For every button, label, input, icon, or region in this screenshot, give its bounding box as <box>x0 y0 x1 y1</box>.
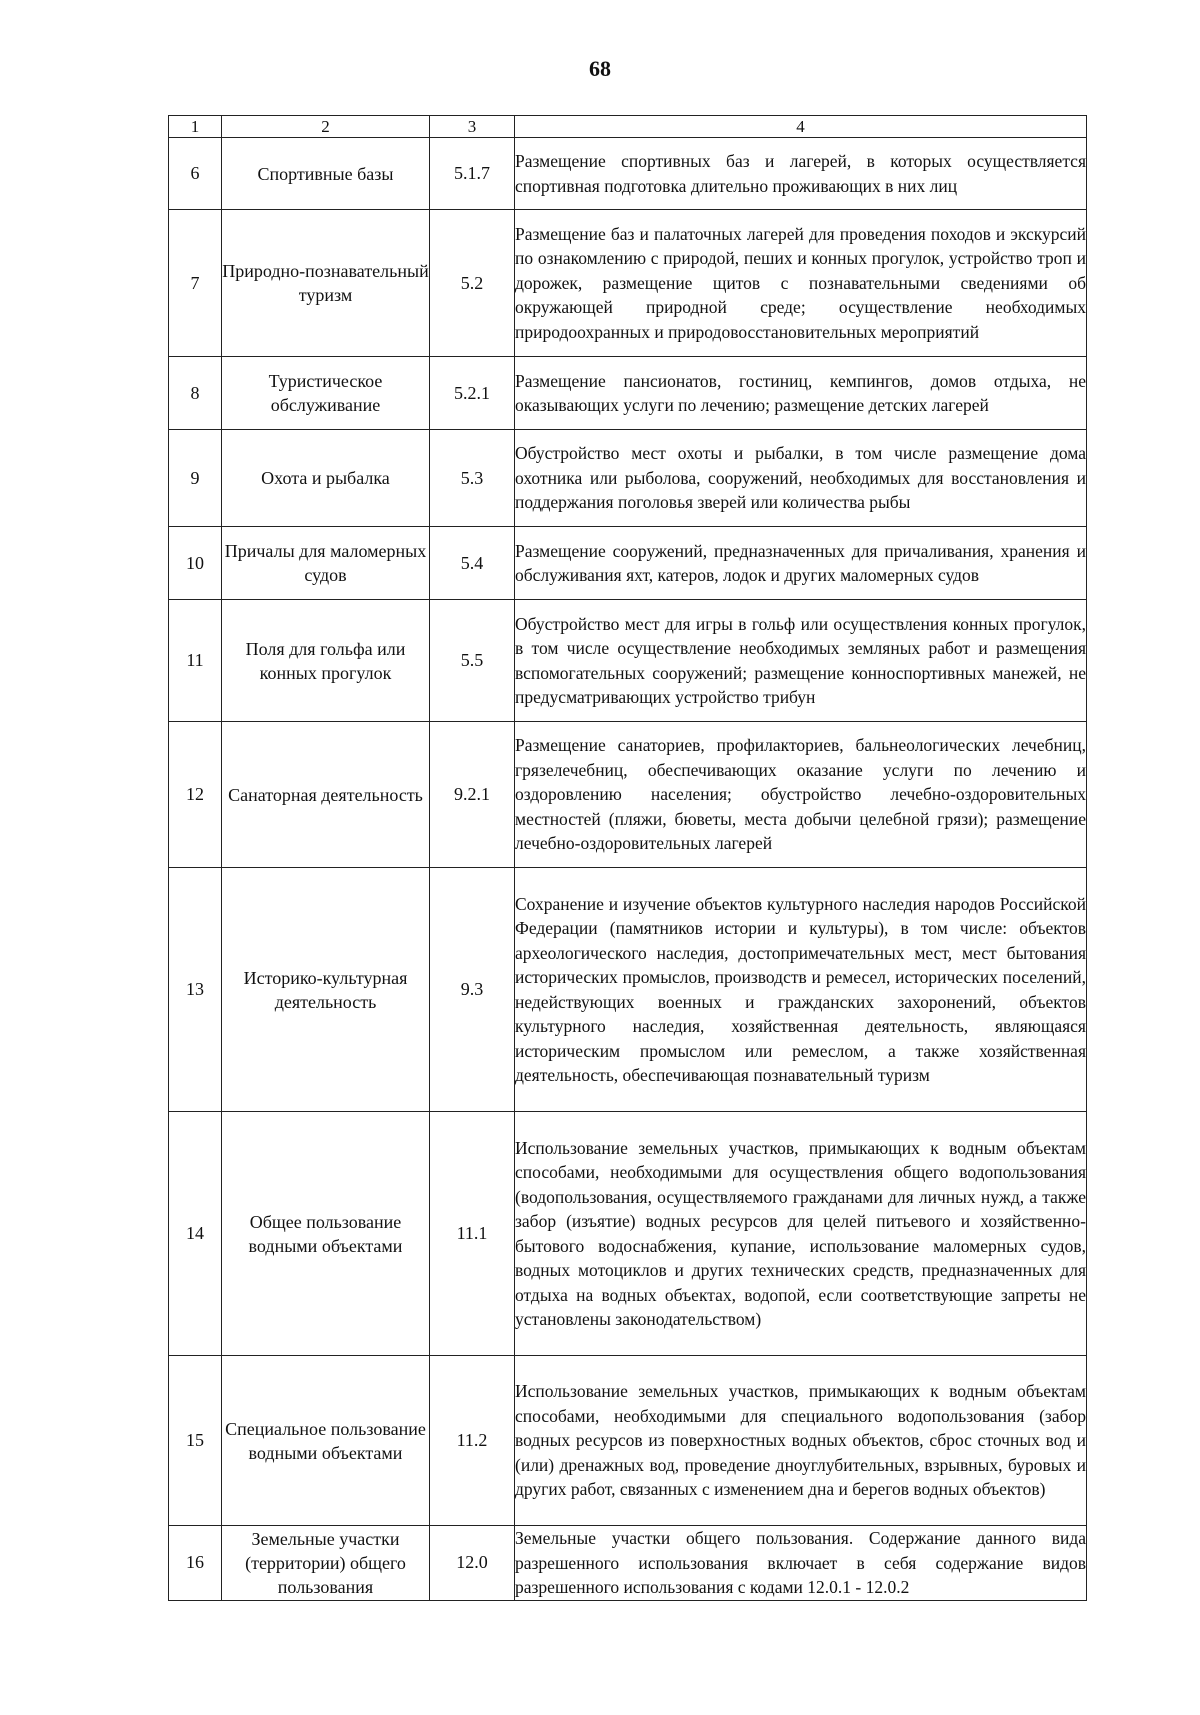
row-description: Обустройство мест охоты и рыбалки, в том числе размещение дома охотника или рыболова, сооружений, необходимых для восстановления и поддержания поголовья зверей или количества рыбы <box>515 430 1087 527</box>
row-description: Использование земельных участков, примыкающих к водным объектам способами, необходимыми для осуществления общего водопользования (водопользования, осуществляемого гражданами для личных нужд, а также забор (изъятие) водных ресурсов для целей питьевого и хозяйственно-бытового водоснабжения, купание, использование маломерных судов, водных мотоциклов и других технических средств, предназначенных для отдыха на водных объектах, водопой, если соответствующие запреты не установлены законодательством) <box>515 1112 1087 1356</box>
table-row <box>169 527 1087 600</box>
table-row <box>169 722 1087 868</box>
row-code: 9.3 <box>430 868 515 1112</box>
table-row <box>169 1356 1087 1526</box>
row-name: Туристическое обслуживание <box>222 357 430 430</box>
row-number: 12 <box>169 722 222 868</box>
row-name: Специальное пользование водными объектами <box>222 1356 430 1526</box>
row-description: Обустройство мест для игры в гольф или осуществления конных прогулок, в том числе осуществление необходимых земляных работ и размещения вспомогательных сооружений; размещение конноспортивных манежей, не предусматривающих устройство трибун <box>515 600 1087 722</box>
row-code: 5.2 <box>430 210 515 357</box>
table-header-row <box>169 116 1087 138</box>
column-header: 4 <box>515 116 1087 138</box>
column-header: 1 <box>169 116 222 138</box>
row-name: Земельные участки (территории) общего пользования <box>222 1526 430 1601</box>
table-row <box>169 357 1087 430</box>
row-code: 5.3 <box>430 430 515 527</box>
row-name: Общее пользование водными объектами <box>222 1112 430 1356</box>
row-description: Размещение санаториев, профилакториев, бальнеологических лечебниц, грязелечебниц, обеспечивающих оказание услуги по лечению и оздоровлению населения; обустройство лечебно-оздоровительных местностей (пляжи, бюветы, места добычи целебной грязи); размещение лечебно-оздоровительных лагерей <box>515 722 1087 868</box>
row-number: 8 <box>169 357 222 430</box>
row-description: Размещение баз и палаточных лагерей для проведения походов и экскурсий по ознакомлению с природой, пеших и конных прогулок, устройство троп и дорожек, размещение щитов с познавательными сведениями об окружающей природной среде; осуществление необходимых природоохранных и природовосстановительных мероприятий <box>515 210 1087 357</box>
row-code: 5.1.7 <box>430 138 515 210</box>
table-row <box>169 868 1087 1112</box>
table-row <box>169 210 1087 357</box>
row-name: Природно-познавательный туризм <box>222 210 430 357</box>
row-code: 9.2.1 <box>430 722 515 868</box>
row-description: Земельные участки общего пользования. Содержание данного вида разрешенного использования включает в себя содержание видов разрешенного использования с кодами 12.0.1 - 12.0.2 <box>515 1526 1087 1601</box>
row-number: 15 <box>169 1356 222 1526</box>
row-number: 10 <box>169 527 222 600</box>
row-number: 9 <box>169 430 222 527</box>
row-description: Размещение сооружений, предназначенных для причаливания, хранения и обслуживания яхт, катеров, лодок и других маломерных судов <box>515 527 1087 600</box>
table-row <box>169 430 1087 527</box>
page-number: 68 <box>589 56 611 81</box>
row-name: Причалы для маломерных судов <box>222 527 430 600</box>
row-code: 5.2.1 <box>430 357 515 430</box>
row-description: Сохранение и изучение объектов культурного наследия народов Российской Федерации (памятников истории и культуры), в том числе: объектов археологического наследия, достопримечательных мест, мест бытования исторических промыслов, производств и ремесел, исторических поселений, недействующих военных и гражданских захоронений, объектов культурного наследия, хозяйственная деятельность, являющаяся историческим промыслом или ремеслом, а также хозяйственная деятельность, обеспечивающая познавательный туризм <box>515 868 1087 1112</box>
row-name: Поля для гольфа или конных прогулок <box>222 600 430 722</box>
row-description: Размещение пансионатов, гостиниц, кемпингов, домов отдыха, не оказывающих услуги по лечению; размещение детских лагерей <box>515 357 1087 430</box>
row-code: 5.4 <box>430 527 515 600</box>
row-name: Историко-культурная деятельность <box>222 868 430 1112</box>
row-number: 11 <box>169 600 222 722</box>
row-number: 13 <box>169 868 222 1112</box>
row-number: 7 <box>169 210 222 357</box>
row-number: 16 <box>169 1526 222 1601</box>
row-code: 12.0 <box>430 1526 515 1601</box>
column-header: 2 <box>222 116 430 138</box>
land-use-table <box>168 115 1087 1601</box>
row-number: 14 <box>169 1112 222 1356</box>
table-row <box>169 600 1087 722</box>
table-row <box>169 1526 1087 1601</box>
row-name: Охота и рыбалка <box>222 430 430 527</box>
row-description: Размещение спортивных баз и лагерей, в которых осуществляется спортивная подготовка длительно проживающих в них лиц <box>515 138 1087 210</box>
row-name: Спортивные базы <box>222 138 430 210</box>
table-row <box>169 1112 1087 1356</box>
row-description: Использование земельных участков, примыкающих к водным объектам способами, необходимыми для специального водопользования (забор водных ресурсов из поверхностных водных объектов, сброс сточных вод и (или) дренажных вод, проведение дноуглубительных, взрывных, буровых и других работ, связанных с изменением дна и берегов водных объектов) <box>515 1356 1087 1526</box>
row-code: 5.5 <box>430 600 515 722</box>
table-row <box>169 138 1087 210</box>
row-code: 11.2 <box>430 1356 515 1526</box>
row-code: 11.1 <box>430 1112 515 1356</box>
row-number: 6 <box>169 138 222 210</box>
row-name: Санаторная деятельность <box>222 722 430 868</box>
column-header: 3 <box>430 116 515 138</box>
